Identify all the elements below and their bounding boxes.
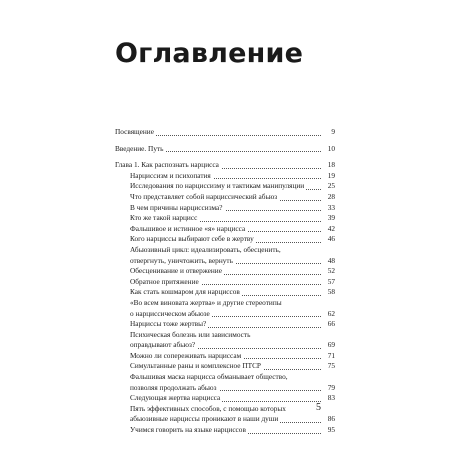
toc-entry [130,287,335,298]
toc-entry-page: 75 [327,361,335,371]
toc-entry-label: Учимся говорить на языке нарциссов [130,425,246,435]
toc-entry-page: 95 [327,425,335,435]
toc-entry [130,351,335,362]
toc-entry [130,203,335,214]
toc-entry [130,277,335,288]
toc-entry [130,330,335,341]
toc-entry [130,213,335,224]
toc-entry-label: Посвящение [115,127,154,136]
toc-entry [130,372,335,383]
toc-entry [130,171,335,182]
toc-entry-label: Психическая болезнь или зависимость [130,329,251,339]
toc-entry [115,144,335,155]
toc-entry [130,425,335,436]
toc-entry-label: отвергнуть, уничтожить, вернуть [130,255,233,265]
toc-entry-label: абьюзивные нарциссы проникают в наши души [130,414,279,424]
toc-entry-label: Симультанные раны и комплексное ПТСР [130,361,261,371]
toc-entry-page: 52 [327,266,335,276]
toc-entry-page: 33 [327,202,335,212]
toc-entry-page: 79 [327,382,335,392]
toc-entry-label: В чем причины нарциссизма? [130,202,223,212]
toc-entry-label: Обратное притяжение [130,276,199,286]
toc-entry-label: «Во всем виновата жертва» и другие стереотипы [130,297,282,307]
table-of-contents [115,127,335,436]
toc-entry-page: 57 [327,276,335,286]
toc-entry [130,224,335,235]
toc-entry-page: 9 [331,127,335,136]
toc-entry [130,181,335,192]
toc-entry-label: оправдывают абьюз? [130,340,196,350]
toc-entry-label: Следующая жертва нарцисса [130,393,221,403]
toc-entry-page: 62 [327,308,335,318]
toc-entry-label: позволяя продолжать абьюз [130,382,217,392]
page-number: 5 [316,402,321,413]
toc-entry-label: Глава 1. Как распознать нарцисса [115,160,219,170]
toc-entry-label: Обесценивание и отвержение [130,266,222,276]
toc-entry-page: 58 [327,287,335,297]
toc-entry [130,404,335,415]
toc-entry-page: 28 [327,191,335,201]
toc-entry [130,383,335,394]
toc-entry [130,256,335,267]
toc-entry-label: Нарциссы тоже жертвы? [130,319,207,329]
toc-entry-page: 71 [327,350,335,360]
toc-entry-page: 69 [327,340,335,350]
toc-entry [130,192,335,203]
toc-entry [130,266,335,277]
toc-entry [115,160,335,171]
toc-entry [130,340,335,351]
toc-entry-page: 39 [327,213,335,223]
toc-entry [130,234,335,245]
toc-entry-label: Что представляет собой нарциссический абьюз [130,191,278,201]
toc-entry [115,127,335,138]
toc-entry-label: Кто же такой нарцисс [130,213,198,223]
toc-entry-label: Нарциссизм и психопатия [130,170,211,180]
toc-entry-page: 42 [327,223,335,233]
toc-entry-page: 48 [327,255,335,265]
toc-entry [130,414,335,425]
toc-entry-page: 19 [327,170,335,180]
toc-entry [130,361,335,372]
toc-entry-label: Фальшивое и истинное «я» нарцисса [130,223,246,233]
toc-entry-page: 18 [327,160,335,170]
toc-entry-label: Фальшивая маска нарцисса обманывает общество, [130,372,288,382]
toc-entry-label: Абьюзивный цикл: идеализировать, обесценить, [130,244,281,254]
toc-entry-label: Кого нарциссы выбирают себе в жертву [130,234,254,244]
toc-entry-label: Можно ли сопереживать нарциссам [130,350,242,360]
toc-entry-page: 10 [327,143,335,153]
page-title: Оглавление [115,38,304,69]
toc-entry-label: Исследования по нарциссизму и тактикам манипуляции [130,181,305,191]
toc-entry [130,393,335,404]
toc-entry [130,309,335,320]
toc-entry-page: 83 [327,393,335,403]
toc-entry-page: 46 [327,234,335,244]
toc-entry [130,298,335,309]
toc-entry-label: о нарциссическом абьюзе [130,308,210,318]
toc-entry-page: 66 [327,319,335,329]
toc-entry-label: Как стать кошмаром для нарциссов [130,287,240,297]
toc-entry-label: Введение. Путь [115,143,164,153]
toc-entry-page: 86 [327,414,335,424]
toc-entry [130,245,335,256]
toc-entry-page: 25 [327,181,335,191]
toc-entry [130,319,335,330]
toc-entry-label: Пять эффективных способов, с помощью которых [130,403,286,413]
